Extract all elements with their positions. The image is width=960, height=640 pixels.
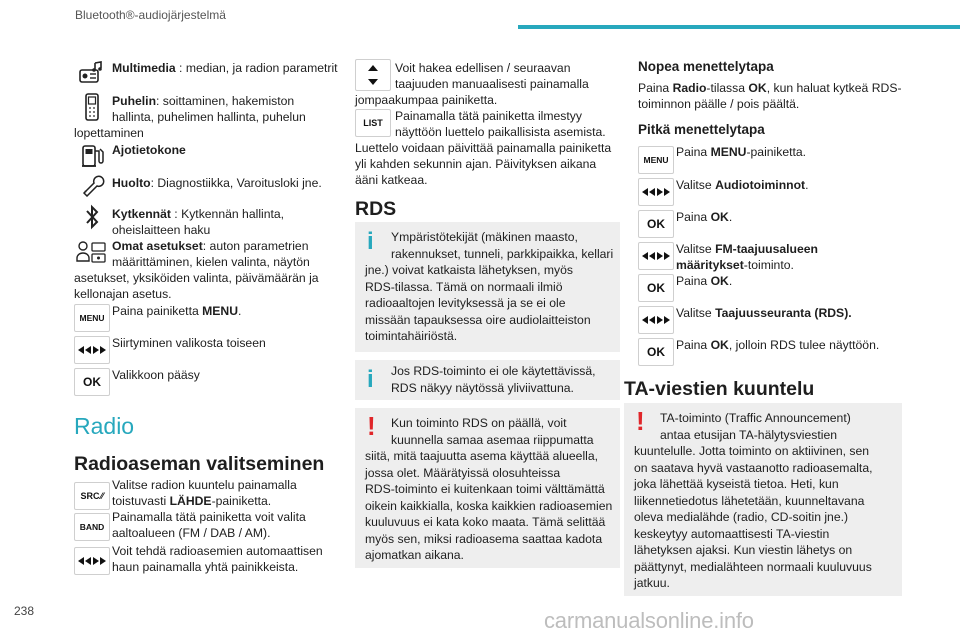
connections-desc-l2: oheislaitteen haku <box>112 223 211 237</box>
note4-line-8: keskeytyy automaattisesti TA-viestin <box>634 526 830 541</box>
note3-line-5: RDS-toiminto ei kuitenkaan toimi välttämättä <box>365 482 605 496</box>
arrows-button-icon <box>638 242 674 270</box>
column-3 <box>624 0 906 640</box>
auto-search-l2: haun painamalla yhtä painikkeista. <box>112 560 299 574</box>
quick-desc-l1: Paina Radio-tilassa OK, kun haluat kytkeä RDS- <box>638 81 902 95</box>
note1-line-3: jne.) voivat katkaista lähetyksen, myös <box>365 263 573 277</box>
list-desc-l4: yli kahden sekunnin ajan. Päivityksen aikana <box>355 157 597 171</box>
note4-line-6: liikennetiedotus lähetetään, kuunneltavana <box>634 493 865 508</box>
manual-search-l1: Voit hakea edellisen / seuraavan <box>395 61 571 75</box>
seek-arrows-icon <box>74 547 110 575</box>
settings-desc-l4: kellonajan asetus. <box>74 287 172 301</box>
step-6: Valitse Taajuusseuranta (RDS). <box>676 306 852 320</box>
note3-line-3: siitä, mitä taajuutta asema käyttää alueella, <box>365 449 599 463</box>
ok-button-icon: OK <box>638 274 674 302</box>
src-desc-l2: toistuvasti LÄHDE-painiketta. <box>112 494 272 508</box>
note2-line-2: RDS näkyy näytössä yliviivattuna. <box>391 380 574 395</box>
note3-line-9: ajomatkan aikana. <box>365 548 464 562</box>
running-header: Bluetooth®-audiojärjestelmä <box>75 8 226 22</box>
long-procedure-title: Pitkä menettelytapa <box>638 122 765 137</box>
fuel-icon <box>74 142 110 170</box>
list-desc-l3: Luettelo voidaan päivittää painamalla painiketta <box>355 141 612 155</box>
bluetooth-icon <box>74 203 110 231</box>
quick-procedure-title: Nopea menettelytapa <box>638 59 774 74</box>
step-4-l2: määritykset-toiminto. <box>676 258 794 272</box>
warning-icon: ! <box>636 406 645 436</box>
info-icon: i <box>367 228 374 255</box>
note4-line-9: lähetyksen ajaksi. Kun viestin lähetys on <box>634 543 853 557</box>
connections-desc-l1: Kytkennät : Kytkennän hallinta, <box>112 207 285 221</box>
list-desc-l2: näyttöön luettelo paikallisista asemista. <box>395 125 606 139</box>
ok-button-icon: OK <box>74 368 110 396</box>
manual-search-l3: jompaakumpaa painiketta. <box>355 93 498 107</box>
ok-button-icon: OK <box>638 338 674 366</box>
info-note-1 <box>355 222 620 352</box>
auto-search-l1: Voit tehdä radioasemien automaattisen <box>112 544 323 558</box>
menu-button-desc: Paina painiketta MENU. <box>112 304 242 318</box>
maintenance-desc: Huolto: Diagnostiikka, Varoitusloki jne. <box>112 176 322 190</box>
step-5: Paina OK. <box>676 274 733 288</box>
ta-title: TA-viestien kuuntelu <box>624 378 815 400</box>
driving-computer-desc: Ajotietokone <box>112 143 186 157</box>
arrows-button-icon <box>638 178 674 206</box>
multimedia-icon <box>74 59 110 87</box>
phone-desc-l2: hallinta, puhelimen hallinta, puhelun <box>112 110 306 124</box>
phone-desc-l3: lopettaminen <box>74 126 144 140</box>
warning-note-3 <box>355 408 620 568</box>
list-button-icon: LIST <box>355 109 391 137</box>
band-desc-l1: Painamalla tätä painiketta voit valita <box>112 510 306 524</box>
warning-icon: ! <box>367 411 376 441</box>
note1-line-2: rakennukset, tunneli, parkkipaikka, kellari <box>391 246 614 261</box>
note3-line-4: jossa olet. Määrätyissä olosuhteissa <box>365 465 561 480</box>
step-7: Paina OK, jolloin RDS tulee näyttöön. <box>676 338 880 352</box>
note3-line-6: oikein kaikkialla, koska kaikkien radioasemien <box>365 498 613 513</box>
warning-note-4 <box>624 403 902 596</box>
list-desc-l5: ääni katkeaa. <box>355 173 428 187</box>
note2-line-1: Jos RDS-toiminto ei ole käytettävissä, <box>391 364 596 378</box>
phone-icon <box>74 93 110 121</box>
rds-title: RDS <box>355 198 397 220</box>
note4-line-7: oleva medialähde (radio, CD-soitin jne.) <box>634 510 849 524</box>
ok-desc: Valikkoon pääsy <box>112 368 200 382</box>
manual-search-l2: taajuuden manuaalisesti painamalla <box>395 77 589 91</box>
up-down-arrows-icon <box>355 59 391 91</box>
settings-desc-l3: asetukset, yksiköiden valinta, päivämäärän ja <box>74 271 319 285</box>
phone-desc-l1: Puhelin: soittaminen, hakemiston <box>112 94 295 108</box>
note4-line-3: kuuntelulle. Jotta toiminto on aktiivinen, sen <box>634 444 870 458</box>
ok-button-icon: OK <box>638 210 674 238</box>
menu-button-icon: MENU <box>638 146 674 174</box>
note4-line-2: antaa etusijan TA-hälytysviestien <box>660 427 838 442</box>
note3-line-7: kuuluvuus ei kata koko maata. Tämä selittää <box>365 515 606 529</box>
band-desc-l2: aaltoalueen (FM / DAB / AM). <box>112 526 271 540</box>
note1-line-5: radioaaltojen levityksessä ja se ei ole <box>365 296 566 310</box>
band-button-icon: BAND <box>74 513 110 541</box>
multimedia-desc: Multimedia : median, ja radion parametrit <box>112 61 338 75</box>
note4-line-10: päättynyt, medialähteen normaali kuuluvuus <box>634 559 872 574</box>
settings-icon <box>74 239 110 267</box>
note3-line-1: Kun toiminto RDS on päällä, voit <box>391 416 567 430</box>
info-note-2 <box>355 360 620 400</box>
arrows-desc: Siirtyminen valikosta toiseen <box>112 336 266 350</box>
note4-line-4: on saatava hyvä vastaanotto radioasemalta, <box>634 460 873 475</box>
quick-desc-l2: toiminnon päälle / pois päältä. <box>638 97 800 111</box>
radio-section-title: Radio <box>74 413 135 439</box>
menu-button-icon: MENU <box>74 304 110 332</box>
note1-line-4: RDS-tilassa. Tämä on normaali ilmiö <box>365 279 563 294</box>
step-1: Paina MENU-painiketta. <box>676 145 807 159</box>
arrows-button-icon <box>638 306 674 334</box>
list-desc-l1: Painamalla tätä painiketta ilmestyy <box>395 109 582 123</box>
note4-line-11: jatkuu. <box>634 576 670 590</box>
src-desc-l1: Valitse radion kuuntelu painamalla <box>112 478 297 492</box>
column-1 <box>74 0 344 640</box>
note1-line-7: toimintahäiriöstä. <box>365 329 458 343</box>
watermark: carmanualsonline.info <box>544 608 754 633</box>
info-icon: i <box>367 366 374 393</box>
page-number: 238 <box>14 604 35 618</box>
wrench-icon <box>74 170 110 198</box>
note3-line-8: myös sen, miksi radioasema saattaa kadota <box>365 531 603 546</box>
column-2 <box>355 0 623 640</box>
note1-line-6: missään tapauksessa oire audiolaitteiston <box>365 312 591 327</box>
settings-desc-l2: määrittäminen, kielen valinta, näytön <box>112 255 310 269</box>
note1-line-1: Ympäristötekijät (mäkinen maasto, <box>391 230 578 244</box>
note3-line-2: kuunnella samaa asemaa riippumatta <box>391 432 594 447</box>
settings-desc-l1: Omat asetukset: auton parametrien <box>112 239 309 253</box>
step-2: Valitse Audiotoiminnot. <box>676 178 809 192</box>
note4-line-5: joka lähettää kyseistä tietoa. Heti, kun <box>634 477 839 491</box>
step-3: Paina OK. <box>676 210 733 224</box>
step-4-l1: Valitse FM-taajuusalueen <box>676 242 818 256</box>
station-selection-title: Radioaseman valitseminen <box>74 453 325 475</box>
note4-line-1: TA-toiminto (Traffic Announcement) <box>660 411 851 425</box>
arrows-button-icon <box>74 336 110 364</box>
src-button-icon: SRC ⁄⁄ <box>74 482 110 510</box>
